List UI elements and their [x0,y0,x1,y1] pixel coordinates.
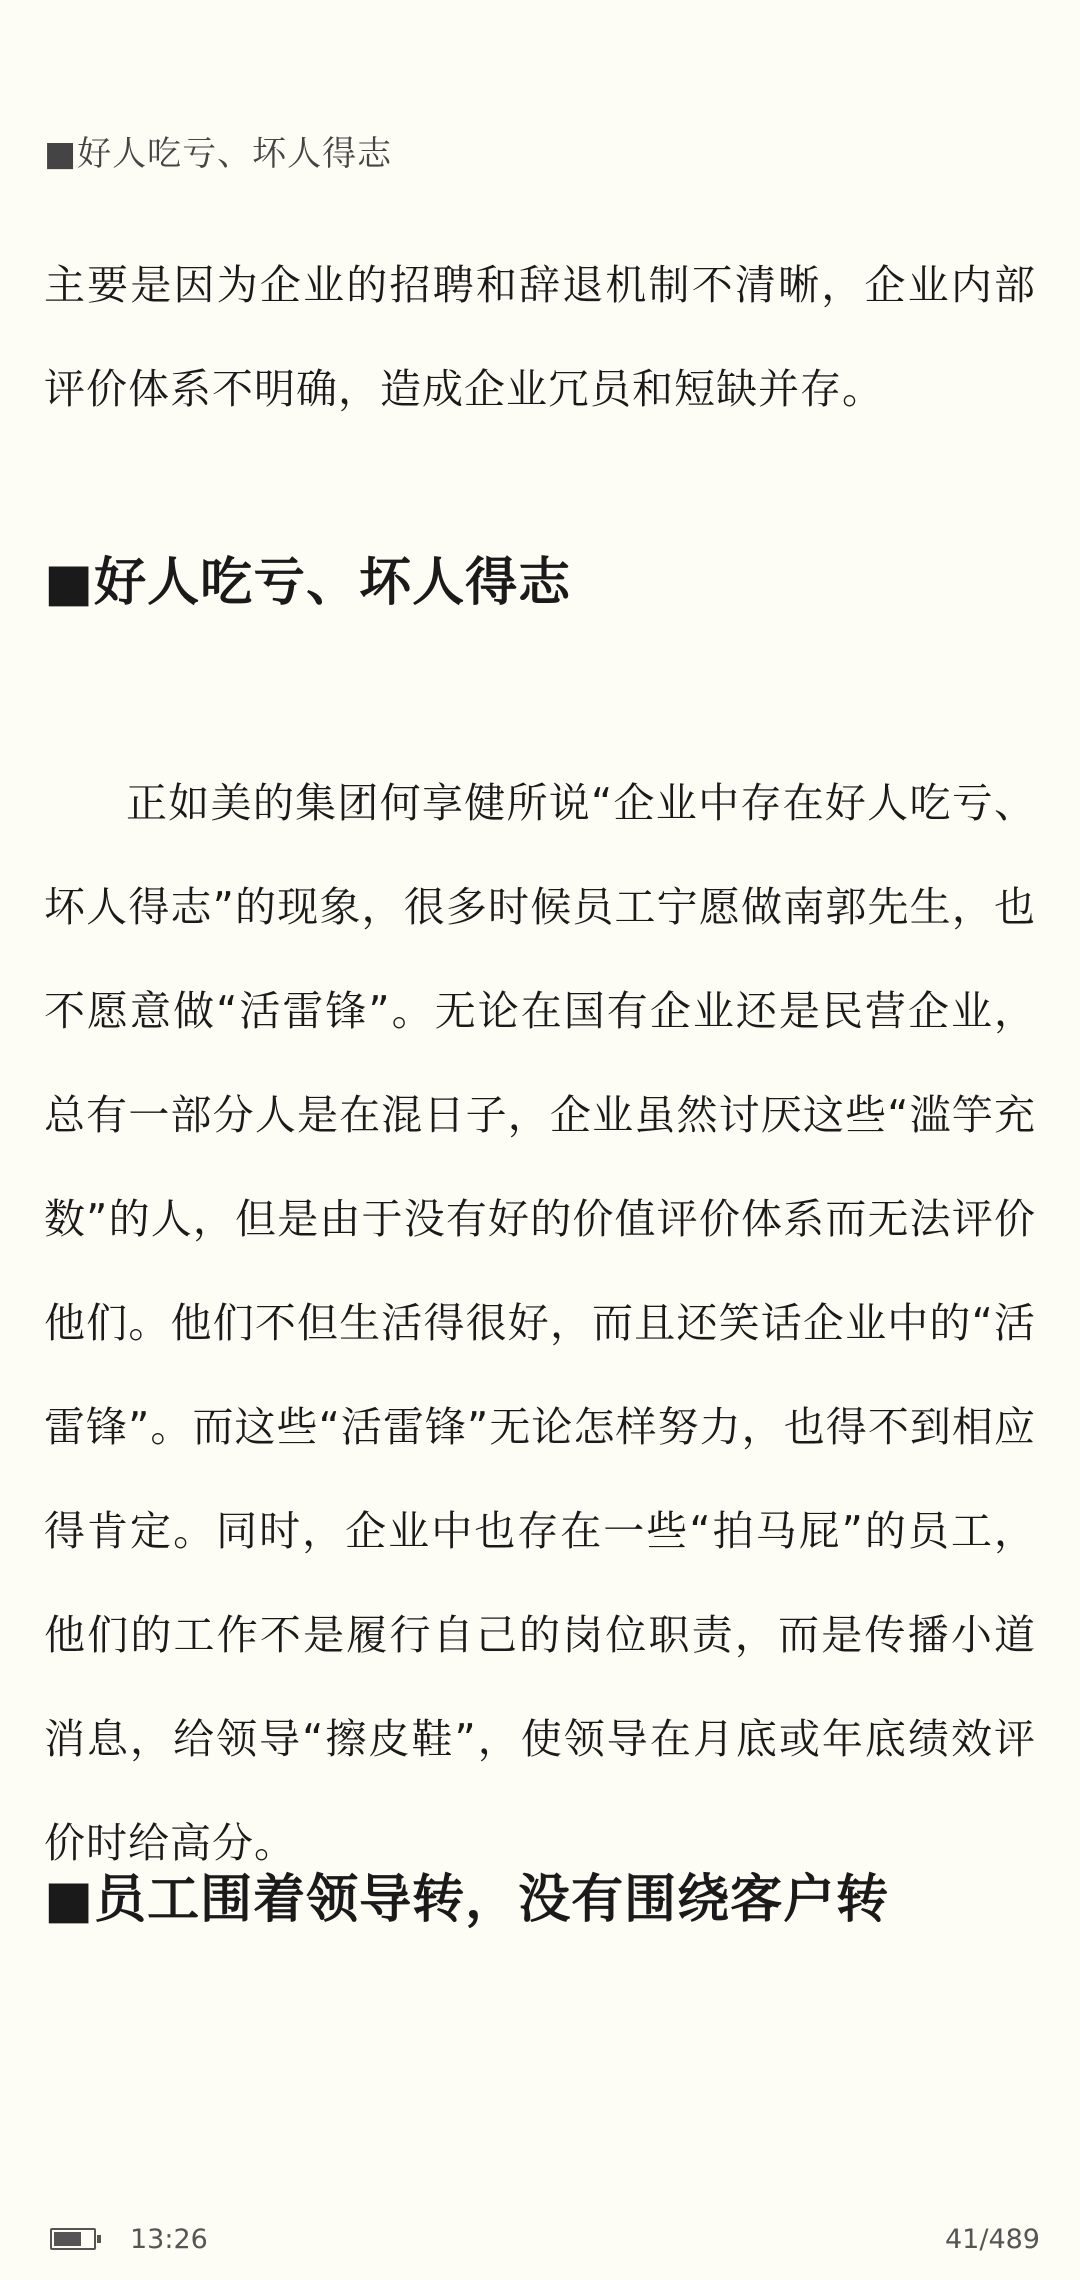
battery-icon [50,2228,96,2250]
battery-tip [97,2235,101,2243]
section-heading: ■员工围着领导转，没有围绕客户转 [44,1870,890,1930]
body-paragraph: 主要是因为企业的招聘和辞退机制不清晰，企业内部评价体系不明确，造成企业冗员和短缺并存。 [44,261,1036,413]
section-heading: ■好人吃亏、坏人得志 [44,553,572,613]
clock-time: 13:26 [130,2224,208,2255]
page-progress: 41/489 [945,2224,1040,2255]
battery-level-fill [54,2232,81,2246]
reader-status-bar [0,2220,1080,2264]
chapter-title-header: ■好人吃亏、坏人得志 [44,134,393,174]
body-paragraph: 正如美的集团何享健所说“企业中存在好人吃亏、坏人得志”的现象，很多时候员工宁愿做南郭先生，也不愿意做“活雷锋”。无论在国有企业还是民营企业，总有一部分人是在混日子，企业虽然讨厌这些“滥竽充数”的人，但是由于没有好的价值评价体系而无法评价他们。他们不但生活得很好，而且还笑话企业中的“活雷锋”。而这些“活雷锋”无论怎样努力，也得不到相应得肯定。同时，企业中也存在一些“拍马屁”的员工，他们的工作不是履行自己的岗位职责，而是传播小道消息，给领导“擦皮鞋”，使领导在月底或年底绩效评价时给高分。 [44,779,1036,1867]
